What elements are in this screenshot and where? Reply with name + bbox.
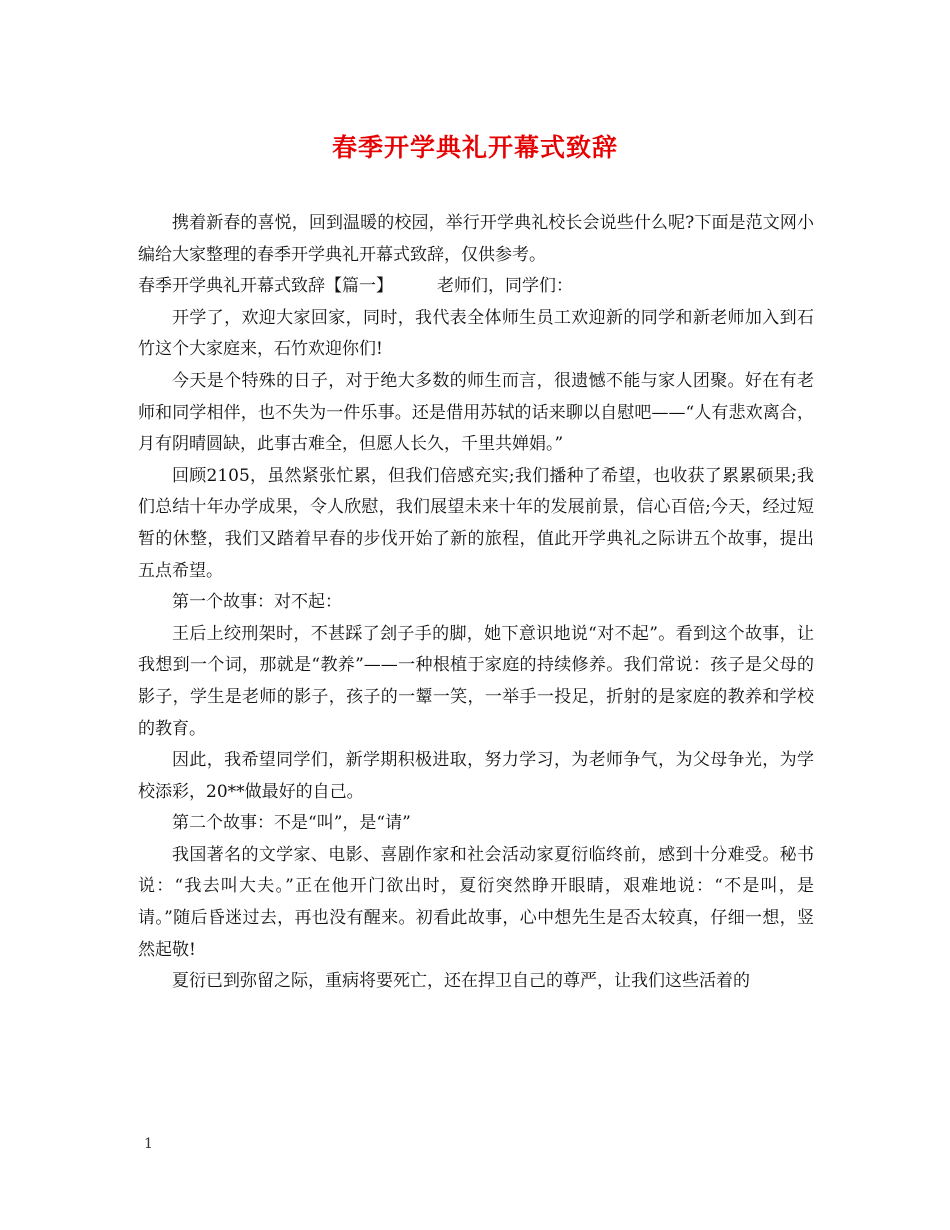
intro-paragraph: 携着新春的喜悦，回到温暖的校园，举行开学典礼校长会说些什么呢?下面是范文网小编给大家整理的春季开学典礼开幕式致辞，仅供参考。 xyxy=(138,213,814,265)
body-paragraph: 开学了，欢迎大家回家，同时，我代表全体师生员工欢迎新的同学和新老师加入到石竹这个大家庭来，石竹欢迎你们! xyxy=(138,307,814,360)
salutation: 老师们，同学们： xyxy=(437,276,573,297)
body-paragraph: 回顾2105，虽然紧张忙累，但我们倍感充实;我们播种了希望，也收获了累累硕果;我们总结十年办学成果，令人欣慰，我们展望未来十年的发展前景，信心百倍;今天，经过短暂的休整，我们又踏着早春的步伐开始了新的旅程，值此开学典礼之际讲五个故事，提出五点希望。 xyxy=(138,465,814,581)
body-paragraph: 王后上绞刑架时，不甚踩了刽子手的脚，她下意识地说“对不起”。看到这个故事，让我想到一个词，那就是“教养”——一种根植于家庭的持续修养。我们常说：孩子是父母的影子，学生是老师的影子，孩子的一颦一笑，一举手一投足，折射的是家庭的教养和学校的教育。 xyxy=(138,623,814,739)
document-body xyxy=(138,208,814,998)
story-heading: 第二个故事：不是“叫”，是“请” xyxy=(172,813,411,834)
section-heading: 春季开学典礼开幕式致辞【篇一】 xyxy=(138,276,393,297)
story-heading: 第一个故事：对不起： xyxy=(172,592,342,613)
body-paragraph: 因此，我希望同学们，新学期积极进取，努力学习，为老师争气，为父母争光，为学校添彩，20**做最好的自己。 xyxy=(138,750,814,802)
body-paragraph: 今天是个特殊的日子，对于绝大多数的师生而言，很遗憾不能与家人团聚。好在有老师和同学相伴，也不失为一件乐事。还是借用苏轼的话来聊以自慰吧——“人有悲欢离合，月有阴晴圆缺，此事古难全，但愿人长久，千里共婵娟。” xyxy=(138,370,814,455)
section-heading-line xyxy=(138,271,814,303)
body-paragraph: 我国著名的文学家、电影、喜剧作家和社会活动家夏衍临终前，感到十分难受。秘书说：“我去叫大夫。”正在他开门欲出时，夏衍突然睁开眼睛，艰难地说：“不是叫，是请。”随后昏迷过去，再也没有醒来。初看此故事，心中想先生是否太较真，仔细一想，竖然起敬! xyxy=(138,844,814,960)
document-title: 春季开学典礼开幕式致辞 xyxy=(331,133,618,162)
page-number: 1 xyxy=(144,1136,153,1152)
body-paragraph: 夏衍已到弥留之际，重病将要死亡，还在捍卫自己的尊严，让我们这些活着的 xyxy=(172,971,750,992)
